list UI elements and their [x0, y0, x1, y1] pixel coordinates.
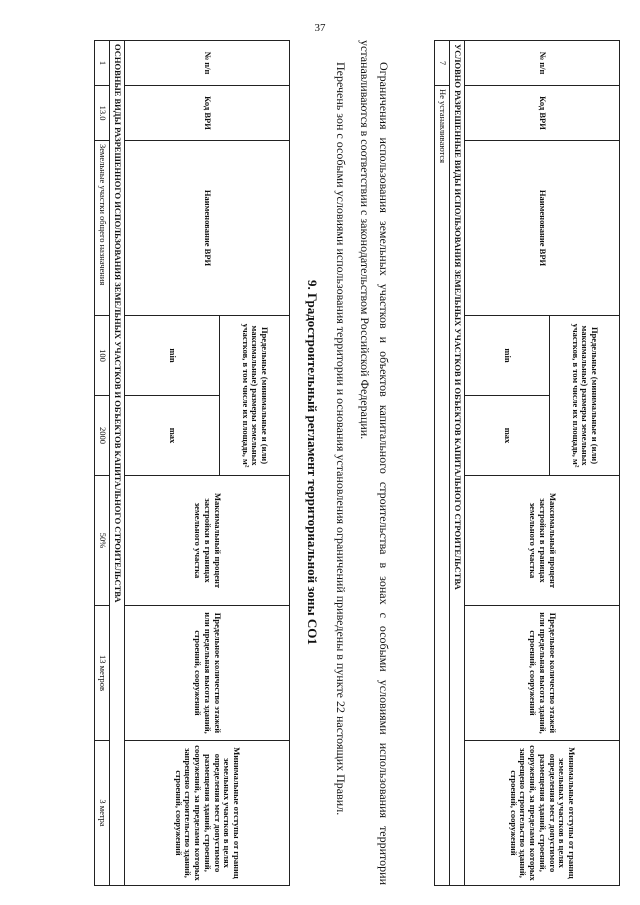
header-floors: Предельное количество этажей или предельная высота зданий, строений, сооружений	[465, 606, 620, 741]
header-num: № п/п	[465, 41, 620, 86]
header-setback: Минимальные отступы от границ земельных участков в целях определения мест допустимого размещения зданий, строений, сооружений, за пределами которых запрещено строительство зданий, строений, сооружений	[465, 741, 620, 886]
row-setback: 3 метра	[95, 741, 110, 886]
header-sizes: Предельные (минимальные и (или) максимальные) размеры земельных участков, в том числе их площадь, м²	[220, 316, 290, 476]
row-num: 1	[95, 41, 110, 86]
header-floors: Предельное количество этажей или предельная высота зданий, строений, сооружений	[125, 606, 290, 741]
paragraph-restrictions: Ограничения использования земельных участков и объектов капитального строительства в зонах с особыми условиями использования территории устанавливаются в соответствии с законодательством Российской Федерации.	[358, 40, 391, 885]
header-percent: Максимальный процент застройки в границах земельного участка	[125, 476, 290, 606]
table-conditional-uses	[434, 40, 620, 886]
header-sizes: Предельные (минимальные и (или) максимальные) размеры земельных участков, в том числе их площадь, м²	[550, 316, 620, 476]
row-name: Земельные участки общего назначения	[95, 141, 110, 316]
paragraph-zones-list: Перечень зон с особыми условиями использования территории и основания установления ограничений приведены в пункте 22 настоящих Правил.	[334, 62, 348, 816]
header-name: Наименование ВРИ	[125, 141, 290, 316]
row-num: 7	[435, 41, 450, 86]
row-code: 13.0	[95, 86, 110, 141]
table-main-uses	[94, 40, 290, 886]
header-code: Код ВРИ	[125, 86, 290, 141]
header-max: max	[465, 396, 550, 476]
section-title: ОСНОВНЫЕ ВИДЫ РАЗРЕШЕННОГО ИСПОЛЬЗОВАНИЯ ЗЕМЕЛЬНЫХ УЧАСТКОВ И ОБЪЕКТОВ КАПИТАЛЬНОГО СТРОИТЕЛЬСТВА	[110, 41, 125, 886]
section-heading: 9. Градостроительный регламент территориальной зоны СО1	[305, 280, 320, 645]
row-percent: 50%	[95, 476, 110, 606]
header-num: № п/п	[125, 41, 290, 86]
page-number: 37	[314, 22, 326, 34]
header-code: Код ВРИ	[465, 86, 620, 141]
header-max: max	[125, 396, 220, 476]
row-max: 2000	[95, 396, 110, 476]
rotated-content	[40, 40, 620, 885]
row-floors: 13 метров	[95, 606, 110, 741]
header-min: min	[125, 316, 220, 396]
header-percent: Максимальный процент застройки в границах земельного участка	[465, 476, 620, 606]
header-setback: Минимальные отступы от границ земельных участков в целях определения мест допустимого размещения зданий, строений, сооружений, за пределами которых запрещено строительство зданий, строений, сооружений	[125, 741, 290, 886]
row-min: 100	[95, 316, 110, 396]
row-text: Не устанавливаются	[435, 86, 450, 886]
header-min: min	[465, 316, 550, 396]
section-title: УСЛОВНО РАЗРЕШЕННЫЕ ВИДЫ ИСПОЛЬЗОВАНИЯ ЗЕМЕЛЬНЫХ УЧАСТКОВ И ОБЪЕКТОВ КАПИТАЛЬНОГО СТРОИТЕЛЬСТВА	[450, 41, 465, 886]
header-name: Наименование ВРИ	[465, 141, 620, 316]
